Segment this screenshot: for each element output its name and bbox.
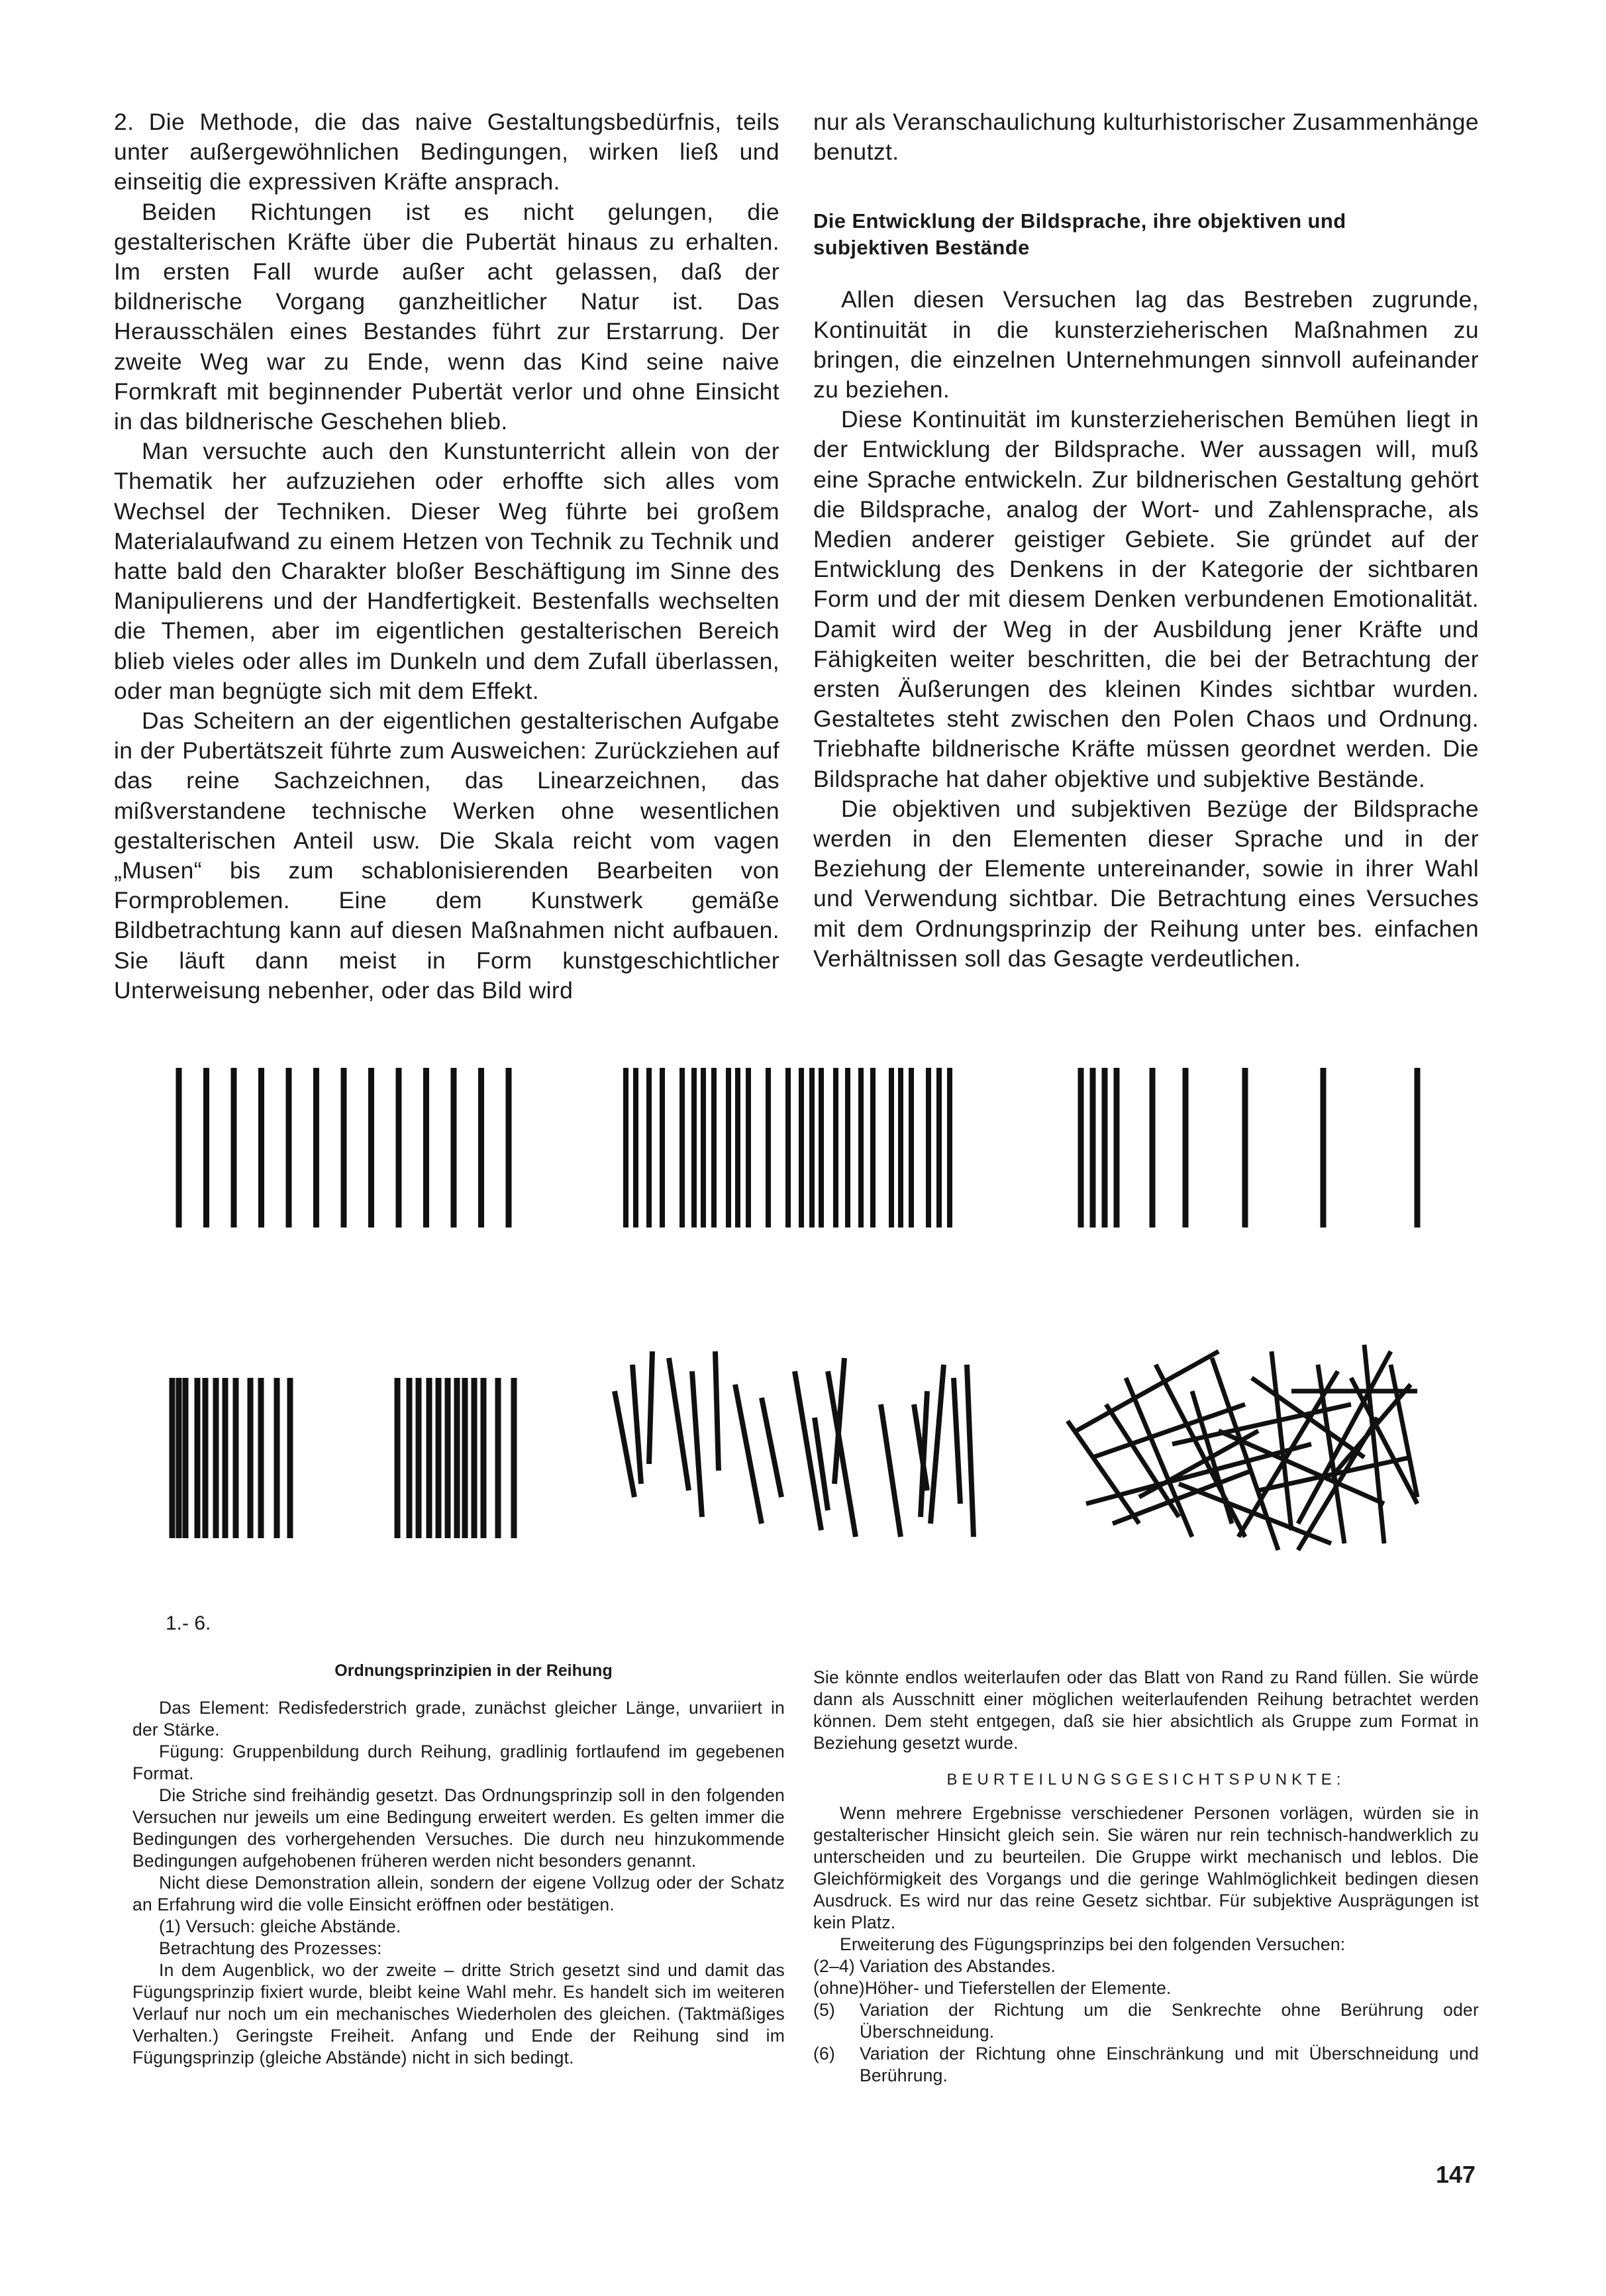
panel-6-stroke (1076, 1351, 1219, 1431)
panel-6-stroke (1391, 1365, 1417, 1497)
figure-label: 1.- 6. (166, 1612, 211, 1634)
caption-versuch: (1) Versuch: gleiche Abstände. (159, 1916, 401, 1936)
panel-6-stroke (1238, 1371, 1338, 1537)
left-paragraph-2: Beiden Richtungen ist es nicht gelungen, die gestalterischen Kräfte über die Pubertät hinaus zu erhalten. Im ersten Fall wurde außer acht gelassen, daß der bildnerische Vorgang ganzheitlicher Natur ist. Das Herausschälen eines Bestandes führt zur Erstarrung. Der zweite Weg war zu Ende, wenn das Kind seine naive Formkraft mit beginnender Pubertät verlor und ohne Einsicht in das bildnerische Geschehen blieb. (114, 198, 779, 435)
caption-right-intro: Sie könnte endlos weiterlaufen oder das Blatt von Rand zu Rand füllen. Sie würde dann als Ausschnitt einer möglichen weiterlaufenden Reihung betrachtet werden können. Dem steht entgegen, daß sie hier absichtlich als Gruppe zum Format in Beziehung gesetzt wurde. (813, 1667, 1479, 1753)
panel-6-stroke (1212, 1358, 1278, 1550)
panel-6-stroke (1351, 1378, 1417, 1504)
panel-5-stroke (828, 1371, 856, 1537)
caption-title: Ordnungsprinzipien in der Reihung (334, 1661, 613, 1680)
panel-5-stroke (967, 1365, 974, 1537)
panel-6-stroke (1192, 1391, 1232, 1524)
panel-6-stroke (1272, 1351, 1291, 1530)
panel-5-stroke (795, 1371, 821, 1530)
panel-5-stroke (669, 1358, 689, 1490)
criteria-text: Wenn mehrere Ergebnisse verschiedener Personen vorlägen, würden sie in gestalterischer Hinsicht gleich sein. Sie wären nur rein technisch-handwerklich zu unterscheiden und zu beurteilen. Die Gruppe wirkt mechanisch und leblos. Die Gleichförmigkeit des Vorgangs und die geringe Wahlmöglichkeit bedingen diesen Ausdruck. Es wird nur das reine Gesetz sichtbar. Für subjektive Ausprägungen ist kein Platz. (813, 1803, 1479, 1932)
right-paragraph-3: Die objektiven und subjektiven Bezüge der Bildsprache werden in den Elementen dieser Sprache und in der Beziehung der Elemente untereinander, sowie in ihrer Wahl und Verwendung sichtbar. Die Betrachtung eines Versuches mit dem Ordnungsprinzip der Reihung unter bes. einfachen Verhältnissen soll das Gesagte verdeutlichen. (813, 795, 1479, 972)
panel-6-stroke (1318, 1365, 1344, 1543)
section-heading: Die Entwicklung der Bildsprache, ihre objektiven und subjektiven Bestände (813, 209, 1346, 260)
panel-5-stroke (881, 1404, 901, 1537)
criteria-heading: BEURTEILUNGSGESICHTSPUNKTE: (946, 1771, 1346, 1789)
extension-item: (2–4) Variation des Abstandes. (813, 1956, 1056, 1976)
panel-6-stroke (1139, 1431, 1258, 1497)
panel-6-stroke (1364, 1345, 1384, 1543)
panel-6-stroke (1298, 1351, 1391, 1524)
caption-left-column (132, 1697, 785, 2069)
panel-6-stroke (1093, 1404, 1245, 1457)
left-paragraph-4: Das Scheitern an der eigentlichen gestalterischen Aufgabe in der Pubertätszeit führte zum Ausweichen: Zurückziehen auf das reine Sachzeichnen, das Linearzeichnen, das mißverstandene technische Werken ohne wesentlichen gestalterischen Anteil usw. Die Skala reicht vom vagen „Musen“ bis zum schablonisierenden Bearbeiten von Formproblemen. Eine dem Kunstwerk gemäße Bildbetrachtung kann auf diesen Maßnahmen nicht aufbauen. Sie läuft dann meist in Form kunstgeschichtlicher Unterweisung nebenher, oder das Bild wird (114, 707, 779, 1004)
right-paragraph-2: Diese Kontinuität im kunsterzieherischen Bemühen liegt in der Entwicklung der Bildsprache. Wer aussagen will, muß eine Sprache entwickeln. Zur bildnerischen Gestaltung gehört die Bildsprache, analog der Wort- und Zahlensprache, als Medien anderer geistiger Gebiete. Sie gründet auf der Entwicklung des Denkens in der Kategorie der sichtbaren Form und der mit diesem Denken verbundenen Emotionalität. Damit wird der Weg in der Ausbildung jener Kräfte und Fähigkeiten weiter beschritten, die bei der Betrachtung der ersten Äußerungen des kleinen Kindes sichtbar wurden. Gestaltetes steht zwischen den Polen Chaos und Ordnung. Triebhafte bildnerische Kräfte müssen geordnet werden. Die Bildsprache hat daher objektive und subjektive Bestände. (813, 406, 1479, 792)
extension-intro: Erweiterung des Fügungsprinzips bei den folgenden Versuchen: (840, 1934, 1346, 1954)
panel-6-stroke (1068, 1421, 1139, 1524)
panel-5-stroke (632, 1365, 641, 1484)
caption-demo: Nicht diese Demonstration allein, sondern der eigene Vollzug oder der Schatz an Erfahrung wird die volle Einsicht eröffnen oder bestätigen. (132, 1873, 785, 1914)
panel-6-stroke (1252, 1378, 1364, 1457)
caption-element: Das Element: Redisfederstrich grade, zunächst gleicher Länge, unvariiert in der Stärke. (132, 1698, 785, 1740)
panel-5-stroke (762, 1398, 781, 1497)
panel-5-stroke (954, 1378, 960, 1504)
panel-5-stroke (615, 1391, 634, 1497)
panel-6-stroke (1331, 1384, 1411, 1477)
extension-item: (5) Variation der Richtung um die Senkrechte ohne Berührung oder Überschneidung. (813, 2000, 1479, 2042)
panel-6-stroke (1126, 1378, 1192, 1537)
panel-5-stroke (692, 1371, 702, 1517)
caption-right-column (813, 1667, 1479, 2087)
left-paragraph-1: 2. Die Methode, die das naive Gestaltungsbedürfnis, teils unter außergewöhnlichen Bedingungen, wirken ließ und einseitig die expressiven Kräfte ansprach. (114, 109, 779, 195)
panel-5-stroke (921, 1391, 927, 1517)
panel-6-stroke (1156, 1365, 1245, 1537)
panel-6-stroke (1106, 1404, 1179, 1517)
panel-5-stroke (914, 1404, 927, 1490)
right-continuation: nur als Veranschaulichung kulturhistorischer Zusammenhänge benutzt. (813, 109, 1479, 166)
left-text-column (114, 107, 779, 1006)
page-number: 147 (1436, 2161, 1476, 2188)
panel-5-stroke (815, 1418, 828, 1510)
caption-note: Die Striche sind freihändig gesetzt. Das Ordnungsprinzip soll in den folgenden Versuchen nur jeweils um eine Bedingung erweitert werden. Es gelten immer die Bedingungen des vorhergehenden Versuches. Die durch neu hinzukommende Bedingungen aufgehobenen früheren werden nicht besonders genannt. (132, 1785, 785, 1871)
panel-6-stroke (1179, 1484, 1331, 1543)
right-text-column (813, 107, 1479, 974)
panel-6-stroke (1113, 1471, 1252, 1524)
panel-6-stroke (1219, 1431, 1384, 1504)
panel-5-stroke (715, 1351, 719, 1471)
panel-5-stroke (649, 1351, 652, 1464)
caption-process: In dem Augenblick, wo der zweite – dritte Strich gesetzt sind und damit das Fügungsprinzip fixiert wurde, bleibt keine Wahl mehr. Es handelt sich im weiteren Verlauf nur noch um ein mechanisches Wiederholen des gleichen. (Taktmäßiges Verhalten.) Geringste Freiheit. Anfang und Ende der Reihung sind im Fügungsprinzip (gleiche Abstände) nicht in sich bedingt. (132, 1960, 785, 2067)
panel-6-stroke (1172, 1404, 1351, 1444)
right-paragraph-1: Allen diesen Versuchen lag das Bestreben zugrunde, Kontinuität in die kunsterzieherischen Maßnahmen zu bringen, die einzelnen Unternehmungen sinnvoll aufeinander zu beziehen. (813, 286, 1479, 403)
caption-fuegung: Fügung: Gruppenbildung durch Reihung, gradlinig fortlaufend im gegebenen Format. (132, 1742, 785, 1783)
panel-6-stroke (1298, 1418, 1378, 1550)
panel-6-stroke (1086, 1444, 1311, 1504)
extension-item: (ohne) Höher- und Tieferstellen der Elemente. (813, 1978, 1172, 1998)
panel-6-stroke (1258, 1457, 1411, 1490)
extension-item: (6) Variation der Richtung ohne Einschränkung und mit Überschneidung und Berührung. (813, 2044, 1479, 2085)
caption-betrachtung: Betrachtung des Prozesses: (159, 1938, 382, 1958)
panel-5-stroke (834, 1358, 844, 1484)
panel-5-stroke (735, 1384, 762, 1524)
panel-5-stroke (930, 1365, 944, 1524)
left-paragraph-3: Man versuchte auch den Kunstunterricht allein von der Thematik her aufzuziehen oder erhoffte sich alles vom Wechsel der Techniken. Dieser Weg führte bei großem Materialaufwand zu einem Hetzen von Technik zu Technik und hatte bald den Charakter bloßer Beschäftigung im Sinne des Manipulierens und der Handfertigkeit. Bestenfalls wechselten die Themen, aber im eigentlichen gestalterischen Bereich blieb vieles oder alles im Dunkeln und dem Zufall überlassen, oder man begnügte sich mit dem Effekt. (114, 438, 779, 704)
